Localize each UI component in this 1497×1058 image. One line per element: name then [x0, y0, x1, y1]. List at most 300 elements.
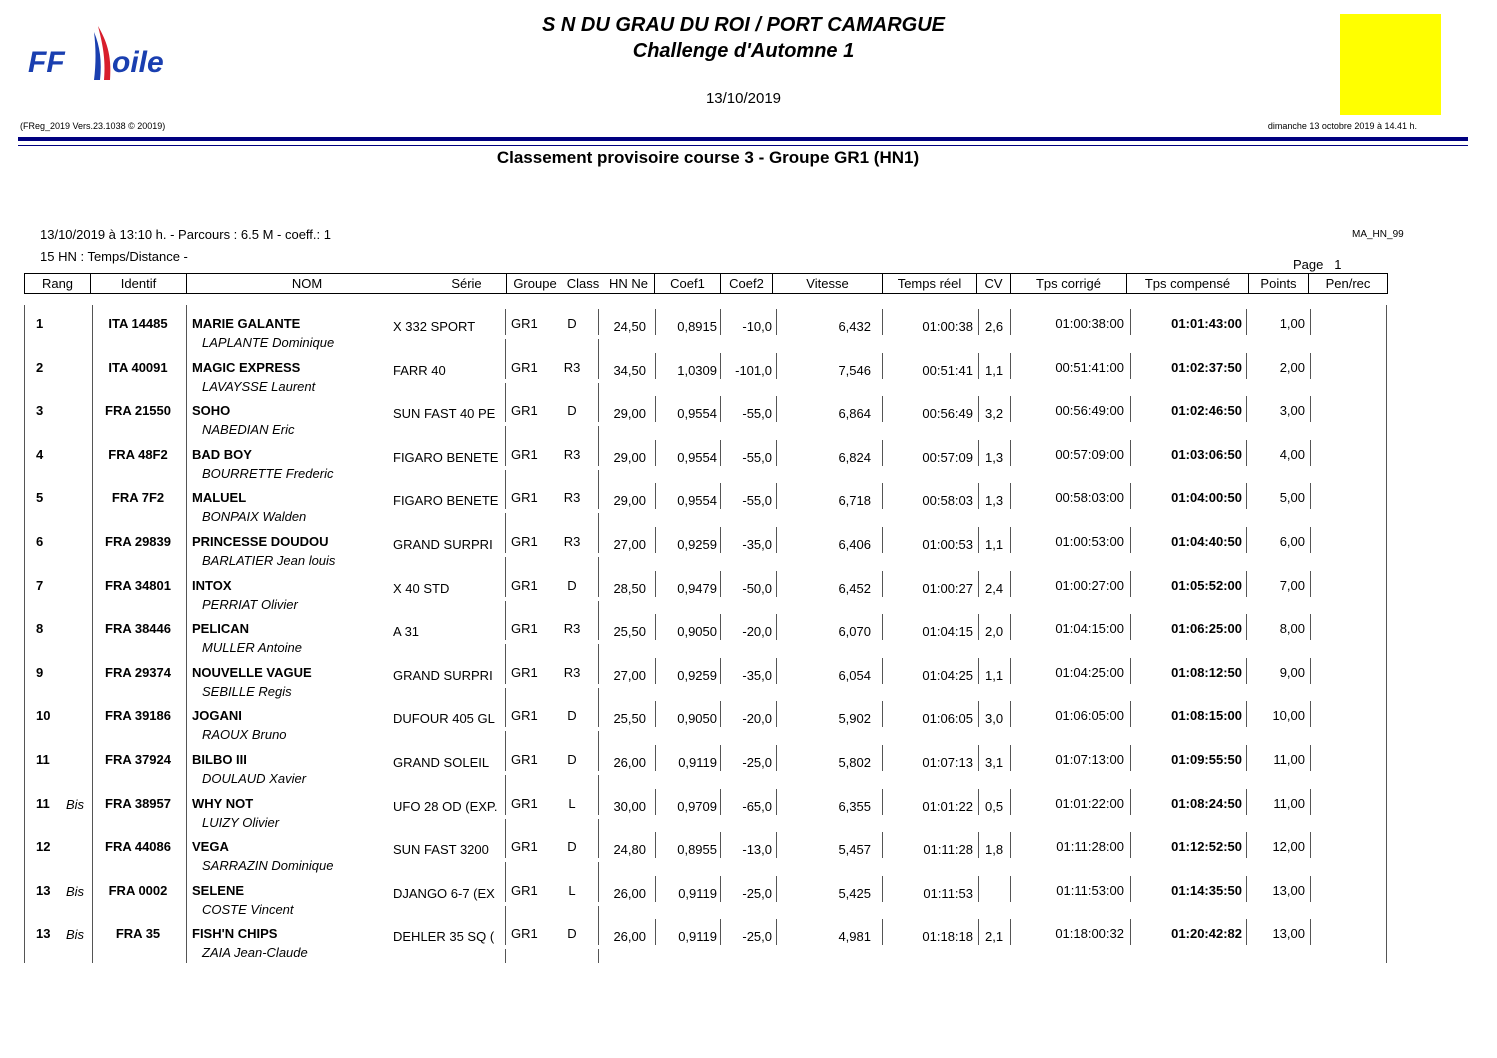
tps-compense-cell: 01:04:40:50 — [1171, 534, 1242, 549]
cell-divider — [505, 527, 506, 553]
cell-divider — [720, 309, 721, 335]
boat-name: VEGA — [192, 839, 229, 855]
tps-corrige-cell: 00:57:09:00 — [1055, 446, 1124, 462]
cell-divider — [1310, 614, 1311, 640]
cell-divider — [1130, 919, 1131, 945]
cell-divider — [1130, 789, 1131, 815]
cell-divider — [882, 309, 883, 335]
cell-divider — [776, 745, 777, 771]
rang-cell: 6 — [36, 534, 44, 549]
cell-divider — [505, 396, 506, 422]
coef1-cell: 0,9709 — [677, 798, 717, 814]
cell-divider — [978, 440, 979, 466]
cell-divider — [978, 353, 979, 379]
skipper-name: DOULAUD Xavier — [202, 771, 307, 786]
cell-divider — [1010, 309, 1011, 335]
bis-cell: Bis — [66, 927, 85, 943]
tps-corrige-cell: 01:01:22:00 — [1055, 795, 1124, 811]
cv-cell: 1,3 — [985, 493, 1004, 509]
document-title: Classement provisoire course 3 - Groupe GR1 (HN1) — [496, 148, 920, 167]
cell-divider — [598, 557, 599, 571]
cell-divider — [1310, 440, 1311, 466]
coef1-cell: 0,9050 — [677, 624, 717, 640]
cell-divider — [1010, 614, 1011, 640]
svg-text:FF: FF — [28, 46, 65, 79]
table-row — [0, 614, 1497, 658]
cell-divider — [720, 745, 721, 771]
cell-divider — [598, 876, 599, 902]
identif-cell: FRA 29374 — [105, 664, 171, 680]
cell-divider — [1010, 745, 1011, 771]
cell-divider — [882, 876, 883, 902]
tps-compense-cell: 01:06:25:00 — [1171, 621, 1242, 637]
hn-cell: 27,00 — [613, 667, 646, 683]
skipper-name: BONPAIX Walden — [202, 509, 307, 525]
cell-divider — [598, 353, 599, 379]
vitesse-cell: 5,902 — [838, 711, 871, 727]
boat-name: PRINCESSE DOUDOU — [192, 534, 329, 549]
serie-cell: FIGARO BENETE — [393, 493, 499, 509]
cell-divider — [882, 571, 883, 597]
rang-cell: 13 — [36, 882, 51, 898]
race-info: 13/10/2019 à 13:10 h. - Parcours : 6.5 M - coeff.: 1 — [40, 227, 331, 242]
cell-divider — [720, 440, 721, 466]
cell-divider — [1246, 832, 1247, 858]
cell-divider — [598, 396, 599, 422]
cell-divider — [978, 309, 979, 335]
cell-divider — [776, 832, 777, 858]
coef1-cell: 0,9554 — [677, 406, 717, 422]
tps-compense-cell: 01:05:52:00 — [1171, 577, 1242, 593]
cell-divider — [776, 789, 777, 815]
cell-divider — [720, 701, 721, 727]
cell-divider — [505, 745, 506, 771]
tps-corrige-cell: 01:07:13:00 — [1055, 752, 1124, 767]
coef2-cell: -25,0 — [742, 929, 772, 945]
cell-divider — [505, 731, 506, 745]
coef2-cell: -55,0 — [742, 449, 772, 465]
tps-corrige-cell: 01:04:25:00 — [1055, 664, 1124, 680]
cell-divider — [505, 353, 506, 379]
cell-divider — [1246, 527, 1247, 553]
cell-divider — [776, 440, 777, 466]
groupe-cell: GR1 — [511, 490, 538, 506]
serie-cell: GRAND SURPRI — [393, 537, 493, 552]
vitesse-cell: 4,981 — [838, 929, 871, 945]
hn-cell: 30,00 — [613, 798, 646, 814]
boat-name: SELENE — [192, 882, 245, 898]
table-row — [0, 919, 1497, 963]
skipper-name: ZAIA Jean-Claude — [202, 945, 308, 961]
cell-divider — [598, 440, 599, 466]
points-cell: 1,00 — [1279, 316, 1305, 331]
cell-divider — [776, 353, 777, 379]
identif-cell: FRA 0002 — [108, 882, 168, 898]
hn-cell: 26,00 — [613, 885, 646, 901]
cell-divider — [1130, 658, 1131, 684]
vitesse-cell: 6,824 — [838, 449, 871, 465]
identif-cell: FRA 35 — [115, 926, 161, 942]
serie-cell: SUN FAST 40 PE — [393, 406, 496, 422]
cell-divider — [505, 949, 506, 963]
cell-divider — [882, 701, 883, 727]
skipper-name: MULLER Antoine — [202, 640, 302, 656]
class-cell: D — [567, 752, 577, 767]
class-cell: R3 — [563, 621, 581, 637]
boat-name: NOUVELLE VAGUE — [192, 664, 312, 680]
table-row — [0, 701, 1497, 745]
table-header — [24, 273, 1388, 294]
identif-cell: FRA 44086 — [105, 839, 171, 855]
cell-divider — [978, 396, 979, 422]
cell-divider — [598, 426, 599, 440]
cv-cell: 1,3 — [985, 449, 1004, 465]
rang-cell: 13 — [36, 926, 51, 942]
hn-cell: 34,50 — [613, 362, 646, 378]
cell-divider — [655, 440, 656, 466]
serie-cell: GRAND SURPRI — [393, 667, 493, 683]
coef1-cell: 0,9554 — [677, 493, 717, 509]
rang-cell: 8 — [36, 621, 44, 637]
class-cell: D — [567, 316, 577, 331]
cell-divider — [776, 919, 777, 945]
serie-cell: DEHLER 35 SQ ( — [393, 929, 495, 945]
identif-cell: FRA 37924 — [105, 752, 171, 767]
points-cell: 2,00 — [1279, 359, 1305, 375]
serie-cell: DJANGO 6-7 (EX — [393, 885, 495, 901]
coef2-cell: -55,0 — [742, 406, 772, 422]
col-class: Class — [566, 276, 600, 291]
groupe-cell: GR1 — [511, 403, 538, 419]
cell-divider — [598, 644, 599, 658]
skipper-name: LUIZY Olivier — [202, 814, 280, 830]
rang-cell: 11 — [36, 752, 50, 767]
cell-divider — [882, 745, 883, 771]
cell-divider — [882, 440, 883, 466]
cell-divider — [776, 309, 777, 335]
cell-divider — [598, 775, 599, 789]
temps-reel-cell: 01:11:28 — [923, 842, 973, 858]
cell-divider — [598, 470, 599, 484]
groupe-cell: GR1 — [511, 316, 538, 331]
cell-divider — [1130, 309, 1131, 335]
cell-divider — [505, 557, 506, 571]
cell-divider — [978, 614, 979, 640]
cell-divider — [776, 527, 777, 553]
cell-divider — [655, 658, 656, 684]
identif-cell: FRA 39186 — [105, 708, 171, 724]
cell-divider — [720, 483, 721, 509]
tps-compense-cell: 01:14:35:50 — [1171, 882, 1242, 898]
cell-divider — [1310, 832, 1311, 858]
hn-cell: 24,50 — [613, 319, 646, 334]
cell-divider — [598, 614, 599, 640]
skipper-name: BOURRETTE Frederic — [202, 465, 334, 481]
rang-cell: 2 — [36, 359, 44, 375]
temps-reel-cell: 01:00:53 — [922, 537, 973, 552]
table-row — [0, 832, 1497, 876]
points-cell: 11,00 — [1273, 795, 1305, 811]
boat-name: MARIE GALANTE — [192, 316, 301, 331]
tps-corrige-cell: 01:06:05:00 — [1055, 708, 1124, 724]
cell-divider — [655, 745, 656, 771]
cell-divider — [598, 483, 599, 509]
points-cell: 9,00 — [1279, 664, 1305, 680]
cell-divider — [655, 483, 656, 509]
cell-divider — [776, 571, 777, 597]
cell-divider — [1246, 571, 1247, 597]
cell-divider — [1246, 353, 1247, 379]
cell-divider — [598, 731, 599, 745]
rating-method: 15 HN : Temps/Distance - — [40, 249, 188, 264]
cell-divider — [1310, 571, 1311, 597]
cell-divider — [978, 789, 979, 815]
hn-cell: 24,80 — [613, 842, 646, 858]
class-cell: D — [567, 577, 577, 593]
coef1-cell: 0,9119 — [678, 885, 717, 901]
skipper-name: SARRAZIN Dominique — [202, 858, 334, 874]
cell-divider — [1130, 396, 1131, 422]
bis-cell: Bis — [66, 796, 85, 812]
vitesse-cell: 6,452 — [838, 580, 871, 596]
class-cell: R3 — [563, 446, 581, 462]
points-cell: 12,00 — [1272, 839, 1305, 855]
boat-name: MAGIC EXPRESS — [192, 359, 301, 375]
boat-name: PELICAN — [192, 621, 250, 637]
class-cell: R3 — [563, 664, 581, 680]
cell-divider — [598, 789, 599, 815]
cell-divider — [1010, 876, 1011, 902]
cell-divider — [598, 862, 599, 876]
rang-cell: 9 — [36, 664, 44, 680]
cell-divider — [882, 353, 883, 379]
cv-cell: 3,0 — [985, 711, 1004, 727]
cell-divider — [776, 396, 777, 422]
cell-divider — [505, 339, 506, 353]
tps-corrige-cell: 01:00:38:00 — [1055, 316, 1124, 331]
groupe-cell: GR1 — [511, 795, 538, 811]
cell-divider — [505, 919, 506, 945]
serie-cell: SUN FAST 3200 — [393, 842, 489, 858]
table-row — [0, 396, 1497, 440]
temps-reel-cell: 01:11:53 — [923, 885, 973, 901]
cell-divider — [720, 658, 721, 684]
cv-cell: 3,1 — [985, 755, 1004, 770]
table-row — [0, 309, 1497, 353]
cell-divider — [1246, 745, 1247, 771]
cell-divider — [978, 745, 979, 771]
cell-divider — [655, 527, 656, 553]
cell-divider — [1310, 745, 1311, 771]
vitesse-cell: 6,070 — [838, 624, 871, 640]
coef2-cell: -50,0 — [742, 580, 772, 596]
serie-cell: X 40 STD — [393, 580, 450, 596]
hn-cell: 25,50 — [613, 711, 646, 727]
temps-reel-cell: 01:00:27 — [922, 580, 973, 596]
coef1-cell: 0,9259 — [677, 667, 717, 683]
temps-reel-cell: 00:57:09 — [922, 449, 973, 465]
skipper-name: SEBILLE Regis — [202, 683, 292, 699]
temps-reel-cell: 01:04:15 — [922, 624, 973, 640]
temps-reel-cell: 00:56:49 — [922, 406, 973, 422]
cell-divider — [505, 658, 506, 684]
cell-divider — [655, 919, 656, 945]
cell-divider — [1246, 396, 1247, 422]
cell-divider — [505, 644, 506, 658]
tps-corrige-cell: 01:00:27:00 — [1055, 577, 1124, 593]
class-cell: D — [567, 708, 577, 724]
col-points: Points — [1249, 274, 1309, 293]
cell-divider — [598, 701, 599, 727]
coef2-cell: -10,0 — [742, 319, 772, 334]
identif-cell: ITA 40091 — [108, 359, 168, 375]
cell-divider — [505, 601, 506, 615]
vitesse-cell: 6,718 — [838, 493, 871, 509]
software-version: (FReg_2019 Vers.23.1038 © 20019) — [20, 121, 166, 131]
cell-divider — [978, 832, 979, 858]
cell-divider — [505, 426, 506, 440]
cell-divider — [978, 483, 979, 509]
cell-divider — [882, 832, 883, 858]
points-cell: 11,00 — [1273, 752, 1305, 767]
event-date: 13/10/2019 — [705, 90, 782, 107]
cell-divider — [1010, 701, 1011, 727]
coef1-cell: 0,9554 — [677, 449, 717, 465]
skipper-name: COSTE Vincent — [202, 901, 294, 917]
cell-divider — [1246, 658, 1247, 684]
vitesse-cell: 6,054 — [838, 667, 871, 683]
cell-divider — [505, 309, 506, 335]
cell-divider — [655, 614, 656, 640]
skipper-name: LAPLANTE Dominique — [202, 335, 335, 350]
cell-divider — [598, 906, 599, 920]
cell-divider — [1246, 919, 1247, 945]
rang-cell: 3 — [36, 403, 44, 419]
cell-divider — [1130, 745, 1131, 771]
col-coef1: Coef1 — [655, 274, 721, 293]
serie-cell: X 332 SPORT — [393, 319, 476, 334]
cv-cell: 2,4 — [985, 580, 1004, 596]
cell-divider — [1246, 614, 1247, 640]
cell-divider — [505, 701, 506, 727]
cell-divider — [776, 701, 777, 727]
cell-divider — [776, 876, 777, 902]
cv-cell: 1,1 — [985, 667, 1004, 683]
cell-divider — [1010, 396, 1011, 422]
cell-divider — [1246, 701, 1247, 727]
coef2-cell: -25,0 — [742, 755, 772, 770]
identif-cell: FRA 29839 — [105, 534, 171, 549]
boat-name: BAD BOY — [192, 446, 252, 462]
cell-divider — [882, 483, 883, 509]
coef1-cell: 0,9479 — [677, 580, 717, 596]
skipper-name: NABEDIAN Eric — [202, 422, 295, 438]
class-cell: D — [567, 403, 577, 419]
tps-compense-cell: 01:04:00:50 — [1171, 490, 1242, 506]
cell-divider — [598, 513, 599, 527]
cell-divider — [720, 876, 721, 902]
event-name: Challenge d'Automne 1 — [632, 40, 855, 62]
temps-reel-cell: 01:01:22 — [922, 798, 973, 814]
cell-divider — [720, 832, 721, 858]
tps-corrige-cell: 01:00:53:00 — [1055, 534, 1124, 549]
coef1-cell: 0,9259 — [677, 537, 717, 552]
col-tps-corrige: Tps corrigé — [1011, 274, 1127, 293]
tps-corrige-cell: 01:18:00:32 — [1055, 926, 1124, 942]
skipper-name: BARLATIER Jean louis — [202, 553, 336, 568]
skipper-name: PERRIAT Olivier — [202, 596, 298, 612]
cell-divider — [1130, 353, 1131, 379]
cell-divider — [720, 353, 721, 379]
cell-divider — [720, 919, 721, 945]
cell-divider — [882, 614, 883, 640]
header-rule-thin — [18, 145, 1468, 146]
cv-cell: 2,1 — [985, 929, 1004, 945]
cell-divider — [882, 789, 883, 815]
cell-divider — [598, 688, 599, 702]
points-cell: 13,00 — [1272, 882, 1305, 898]
hn-cell: 26,00 — [613, 929, 646, 945]
cell-divider — [720, 789, 721, 815]
cell-divider — [598, 383, 599, 397]
tps-corrige-cell: 00:56:49:00 — [1055, 403, 1124, 419]
tps-corrige-cell: 00:51:41:00 — [1055, 359, 1124, 375]
identif-cell: FRA 21550 — [105, 403, 171, 419]
cell-divider — [978, 658, 979, 684]
cell-divider — [505, 614, 506, 640]
page-label: Page — [1293, 257, 1324, 272]
cell-divider — [505, 789, 506, 815]
cell-divider — [505, 440, 506, 466]
cell-divider — [1310, 658, 1311, 684]
coef2-cell: -20,0 — [742, 711, 772, 727]
cell-divider — [505, 775, 506, 789]
identif-cell: FRA 48F2 — [108, 446, 168, 462]
cell-divider — [1246, 483, 1247, 509]
cell-divider — [1010, 527, 1011, 553]
tps-compense-cell: 01:12:52:50 — [1171, 839, 1242, 855]
vitesse-cell: 6,355 — [838, 798, 871, 814]
rang-cell: 5 — [36, 490, 44, 506]
cell-divider — [978, 919, 979, 945]
table-row — [0, 789, 1497, 833]
cell-divider — [882, 527, 883, 553]
col-identif: Identif — [91, 274, 187, 293]
coef2-cell: -65,0 — [742, 798, 772, 814]
groupe-cell: GR1 — [511, 752, 538, 767]
tps-compense-cell: 01:08:15:00 — [1171, 708, 1242, 724]
vitesse-cell: 6,432 — [838, 319, 871, 334]
cell-divider — [505, 483, 506, 509]
cell-divider — [598, 527, 599, 553]
cell-divider — [655, 309, 656, 335]
col-nom: NOM — [291, 276, 323, 291]
table-row — [0, 658, 1497, 702]
cell-divider — [1310, 701, 1311, 727]
cell-divider — [1310, 876, 1311, 902]
cell-divider — [655, 832, 656, 858]
cv-cell: 1,8 — [985, 842, 1004, 858]
cell-divider — [720, 614, 721, 640]
cell-divider — [720, 396, 721, 422]
cell-divider — [598, 832, 599, 858]
cell-divider — [1010, 658, 1011, 684]
cell-divider — [776, 483, 777, 509]
cell-divider — [1310, 309, 1311, 335]
cell-divider — [505, 513, 506, 527]
cell-divider — [1010, 353, 1011, 379]
points-cell: 8,00 — [1279, 621, 1305, 637]
